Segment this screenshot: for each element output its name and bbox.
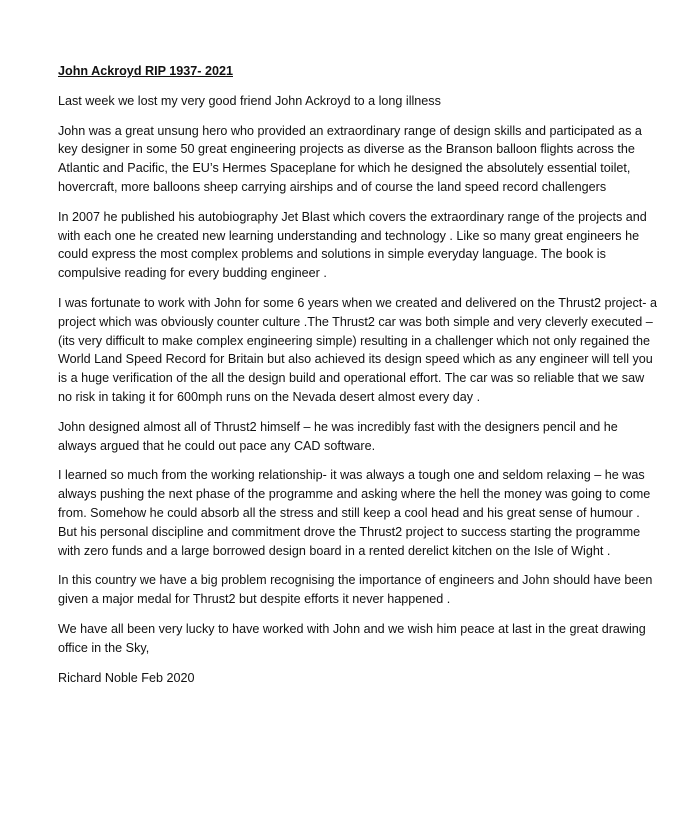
paragraph-unsung-hero: John was a great unsung hero who provided an extraordinary range of design skills and participated as a key designer in some 50 great engineering projects as diverse as the Branson balloon flights across the Atlantic and Pacific, the EU’s Hermes Spaceplane for which he designed the absolutely essential toilet, hovercraft, more balloons sheep carrying airships and of course the land speed record challengers (58, 123, 642, 194)
paragraph-recognition: In this country we have a big problem recognising the importance of engineers and John should have been given a major medal for Thrust2 but despite efforts it never happened . (58, 573, 653, 607)
paragraph-jet-blast: In 2007 he published his autobiography Jet Blast which covers the extraordinary range of the projects and with each one he created new learning understanding and technology . Like so many great engineers he could express the most complex problems and solutions in simple everyday language. The book is compulsive reading for every budding engineer . (58, 209, 647, 281)
paragraph-working-relationship: I learned so much from the working relationship- it was always a tough one and seldom relaxing – he was always pushing the next phase of the programme and asking where the hell the money was going to come from. Somehow he could absorb all the stress and still keep a cool head and his great sense of humour . But his personal discipline and commitment drove the Thrust2 project to success starting the programme with zero funds and a large borrowed design board in a rented derelict kitchen on the Isle of Wight . (58, 468, 651, 558)
paragraph-thrust2-design: John designed almost all of Thrust2 himself – he was incredibly fast with the designers pencil and he always argued that he could out pace any CAD software. (58, 419, 618, 453)
signature: Richard Noble Feb 2020 (58, 670, 195, 685)
document-title: John Ackroyd RIP 1937- 2021 (58, 64, 233, 78)
paragraph-farewell: We have all been very lucky to have worked with John and we wish him peace at last in the great drawing office in the Sky, (58, 621, 646, 655)
paragraph-opening: Last week we lost my very good friend John Ackroyd to a long illness (58, 93, 441, 108)
document-page (58, 62, 658, 687)
paragraph-thrust2-project: I was fortunate to work with John for some 6 years when we created and delivered on the Thrust2 project- a project which was obviously counter culture .The Thrust2 car was both simple and very cleverly executed –(its very difficult to make complex engineering simple) resulting in a challenger which not only regained the World Land Speed Record for Britain but also achieved its design speed which as any engineer will tell you is a huge verification of the all the design build and operational effort. The car was so reliable that we saw no risk in taking it for 600mph runs on the Nevada desert almost every day . (58, 295, 657, 404)
